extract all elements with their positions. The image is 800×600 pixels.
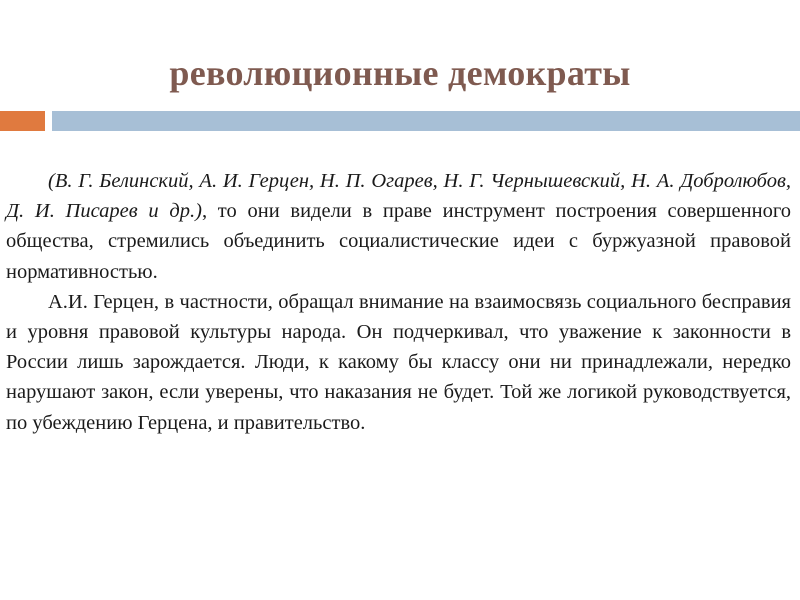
slide-title: революционные демократы	[169, 53, 631, 93]
body-text	[6, 166, 791, 438]
accent-bar-blue	[52, 111, 800, 131]
paragraph-2: А.И. Герцен, в частности, обращал внимание на взаимосвязь социального бесправия и уровня правовой культуры народа. Он подчеркивал, что уважение к законности в России лишь зарождается. Люди, к какому бы классу они ни принадлежали, нередко нарушают закон, если уверены, что наказания не будет. Той же логикой руководствуется, по убеждению Герцена, и правительство.	[6, 290, 791, 434]
paragraph-1-italic: (В. Г. Белинский, А. И. Герцен, Н. П. Огарев, Н. Г. Чернышевский, Н. А. Добролюбов, Д. И. Писарев и др.)	[6, 170, 791, 223]
paragraph-1-rest: , то они видели в праве инструмент построения совершенного общества, стремились объединить социалистические идеи с буржуазной правовой нормативностью.	[6, 200, 791, 283]
accent-bar-orange	[0, 111, 45, 131]
paragraph-1	[6, 166, 791, 287]
